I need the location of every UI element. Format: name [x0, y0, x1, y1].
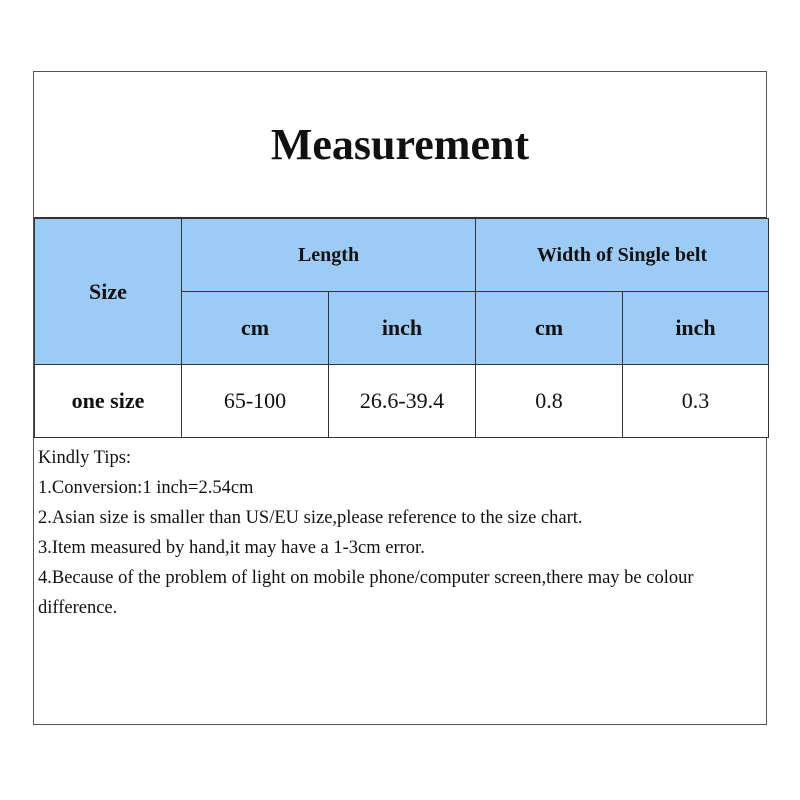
header-width-single-belt: Width of Single belt: [476, 219, 769, 292]
header-length: Length: [182, 219, 476, 292]
tip-hand-measured: 3.Item measured by hand,it may have a 1-3cm error.: [38, 538, 425, 558]
cell-size: one size: [35, 365, 182, 438]
size-chart-table: [34, 218, 769, 438]
tip-conversion: 1.Conversion:1 inch=2.54cm: [38, 478, 254, 498]
header-size: Size: [35, 219, 182, 365]
tip-asian-size: 2.Asian size is smaller than US/EU size,please reference to the size chart.: [38, 508, 583, 528]
tip-colour-difference: 4.Because of the problem of light on mobile phone/computer screen,there may be colour difference.: [38, 568, 694, 618]
page-title: Measurement: [34, 72, 766, 218]
cell-width-inch: 0.3: [623, 365, 769, 438]
header-width-inch: inch: [623, 292, 769, 365]
header-length-inch: inch: [329, 292, 476, 365]
cell-length-inch: 26.6-39.4: [329, 365, 476, 438]
measurement-sheet: [33, 71, 767, 725]
header-length-cm: cm: [182, 292, 329, 365]
header-width-cm: cm: [476, 292, 623, 365]
cell-width-cm: 0.8: [476, 365, 623, 438]
tips-heading: Kindly Tips:: [38, 448, 132, 468]
table-header-row: [35, 219, 769, 292]
table-row: [35, 365, 769, 438]
cell-length-cm: 65-100: [182, 365, 329, 438]
kindly-tips: [34, 438, 766, 623]
